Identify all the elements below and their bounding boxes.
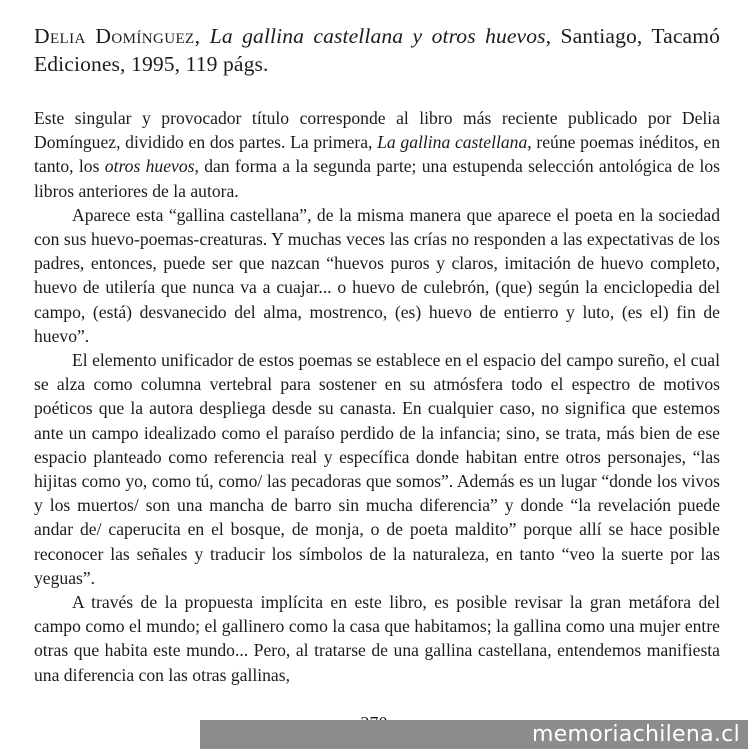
italic-title: otros huevos: [104, 156, 195, 177]
publication-info: Santiago, Tacamó Ediciones, 1995, 119 págs.: [34, 24, 720, 76]
review-header: [34, 22, 720, 78]
paragraph-4: [34, 590, 720, 687]
paragraph-2: [34, 203, 720, 348]
text-segment: El elemento unificador de estos poemas se establece en el espacio del campo sureño, el cual se alza como columna vertebral para sostener en su atmósfera todo el espectro de motivos poéticos que la autora despliega desde su canasta. En cualquier caso, no significa que estemos ante un campo idealizado como el paraíso perdido de la infancia; sino, se trata, más bien de ese espacio planteado como referencia real y específica donde habitan entre otros personajes, “las hijitas como yo, como tú, como/ las pecadoras que somos”. Además es un lugar “donde los vivos y los muertos/ son una mancha de barro sin mucha diferencia” y donde “la revelación puede andar de/ caperucita en el bosque, de monja, o de poeta maldito” porque allí se hace posible reconocer las señales y traducir los símbolos de la naturaleza, en tanto “veo la suerte por las yeguas”.: [34, 350, 720, 588]
review-body: [34, 106, 720, 687]
text-segment: Este singular y provocador título corresponde al libro más reciente publicado por Delia Domínguez, dividido en dos partes. La primera,: [34, 108, 720, 153]
watermark-banner: [200, 720, 748, 749]
italic-title: La gallina castellana: [377, 132, 528, 153]
text-segment: Aparece esta “gallina castellana”, de la misma manera que aparece el poeta en la sociedad con sus huevo-poemas-creaturas. Y muchas veces las crías no responden a las expectativas de los padres, entonces, puede ser que nazcan “huevos puros y claros, imitación de huevo completo, huevo de utilería que nunca va a cuajar... o huevo de culebrón, (que) según la enciclopedia del campo, (está) desvanecido del alma, mostrenco, (es) huevo de entierro y luto, (es el) fin de huevo”.: [34, 204, 720, 346]
text-segment: , dan forma a la segunda parte; una estupenda selección antológica de los libros anteriores de la autora.: [34, 156, 721, 201]
paragraph-3: [34, 348, 720, 590]
text-segment: A través de la propuesta implícita en este libro, es posible revisar la gran metáfora del campo como el mundo; el gallinero como la casa que habitamos; la gallina como una mujer entre otras que habita este mundo... Pero, al tratarse de una gallina castellana, entendemos manifiesta una diferencia con las otras gallinas,: [34, 592, 720, 685]
book-title: La gallina castellana y otros huevos,: [209, 24, 552, 48]
watermark-text: memoriachilena.cl: [531, 722, 740, 747]
author-name: Delia Domínguez,: [34, 24, 201, 48]
review-page: [34, 22, 720, 687]
text-segment: , reúne poemas inéditos, en tanto, los: [34, 132, 720, 177]
paragraph-1: [34, 106, 720, 203]
